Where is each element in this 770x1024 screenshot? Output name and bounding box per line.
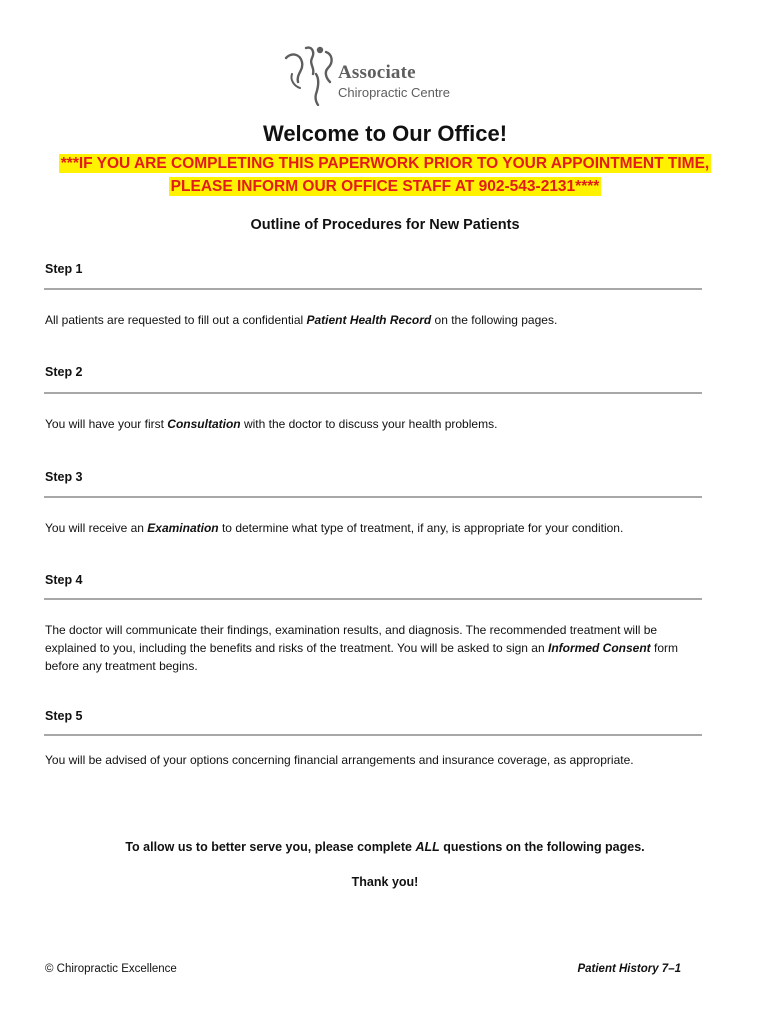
step-2-text-post: with the doctor to discuss your health problems. — [240, 417, 498, 431]
step-3-text-post: to determine what type of treatment, if any, is appropriate for your condition. — [218, 521, 624, 535]
step-5-divider — [44, 734, 702, 736]
step-1-label: Step 1 — [45, 262, 83, 276]
step-4-text-pre: The doctor will communicate their findings, examination results, and diagnosis. The recommended treatment will be explained to you, including the benefits and risks of the treatment. You will be asked to sign an — [45, 623, 658, 655]
step-4-text-emphasis: Informed Consent — [548, 641, 651, 655]
logo-name: Associate — [338, 62, 416, 83]
logo-subtitle: Chiropractic Centre — [338, 85, 450, 100]
step-1-text-pre: All patients are requested to fill out a confidential — [45, 313, 307, 327]
page-title: Welcome to Our Office! — [262, 121, 508, 146]
step-2-text — [45, 415, 725, 433]
step-1-text — [45, 311, 725, 329]
step-4-text — [45, 621, 710, 675]
step-2-divider — [44, 392, 702, 394]
spine-figure-icon — [282, 44, 340, 106]
step-3-divider — [44, 496, 702, 498]
clinic-logo — [282, 44, 482, 106]
step-3-text — [45, 519, 725, 537]
closing-post: questions on the following pages. — [439, 840, 645, 854]
procedures-subtitle: Outline of Procedures for New Patients — [250, 217, 520, 233]
step-4-label: Step 4 — [45, 573, 83, 587]
footer-copyright: © Chiropractic Excellence — [45, 963, 177, 975]
step-5-label: Step 5 — [45, 709, 83, 723]
notice-line-1 — [0, 155, 770, 173]
step-1-text-post: on the following pages. — [431, 313, 558, 327]
footer-page-label: Patient History 7–1 — [577, 963, 681, 975]
step-4-text-post: form before any treatment begins. — [45, 641, 679, 673]
thank-you-text: Thank you! — [351, 875, 419, 889]
step-1-divider — [44, 288, 702, 290]
notice-text-2: PLEASE INFORM OUR OFFICE STAFF AT 902-543-2131**** — [170, 178, 600, 195]
closing-emphasis: ALL — [415, 840, 440, 854]
closing-instruction — [0, 840, 770, 854]
step-3-text-pre: You will receive an — [45, 521, 148, 535]
step-1-text-emphasis: Patient Health Record — [306, 313, 432, 327]
step-2-text-pre: You will have your first — [45, 417, 168, 431]
closing-pre: To allow us to better serve you, please complete — [125, 840, 416, 854]
step-4-divider — [44, 598, 702, 600]
step-2-text-emphasis: Consultation — [167, 417, 241, 431]
notice-line-2 — [0, 178, 770, 196]
step-3-text-emphasis: Examination — [147, 521, 219, 535]
step-5-text-pre: You will be advised of your options concerning financial arrangements and insurance coverage, as appropriate. — [45, 753, 634, 767]
step-3-label: Step 3 — [45, 470, 83, 484]
step-2-label: Step 2 — [45, 365, 83, 379]
step-5-text — [45, 751, 725, 769]
notice-text-1: ***IF YOU ARE COMPLETING THIS PAPERWORK PRIOR TO YOUR APPOINTMENT TIME, — [60, 155, 710, 172]
